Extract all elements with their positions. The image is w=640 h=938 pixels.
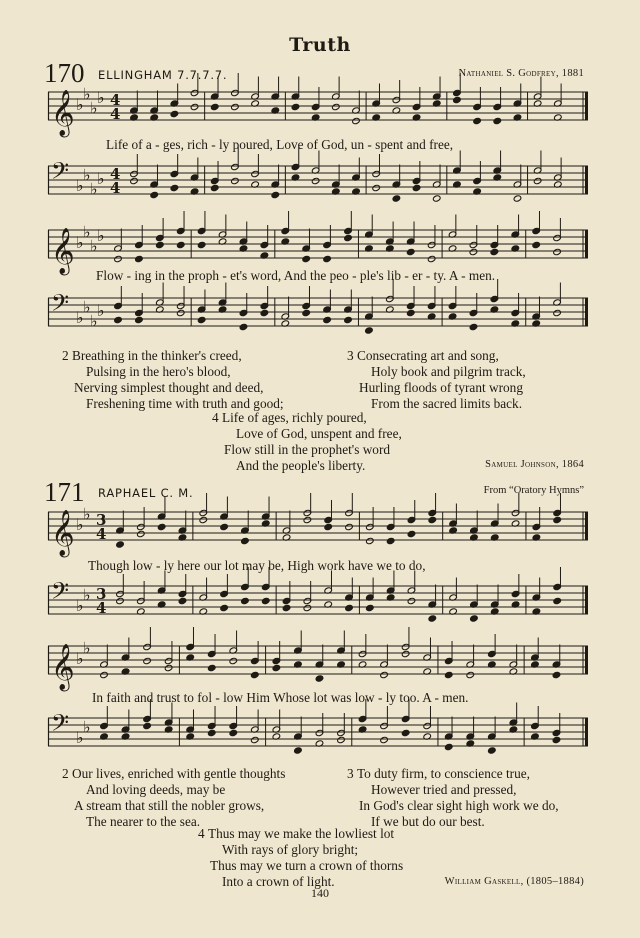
treble-clef-icon: 𝄞: [51, 90, 75, 136]
note-head: [170, 110, 179, 117]
note-head: [260, 309, 269, 316]
note-head: [323, 316, 332, 323]
verse-number: 2: [62, 766, 69, 781]
verse-number: 4: [198, 826, 205, 841]
flat-icon: ♭: [83, 165, 91, 185]
bass-clef-icon: 𝄢: [51, 289, 70, 322]
verse-line: Into a crown of light.: [222, 874, 335, 889]
note-head: [164, 664, 173, 671]
verse-line: Pulsing in the hero's blood,: [86, 364, 231, 379]
verse-line: To duty firm, to conscience true,: [356, 766, 530, 781]
note-head: [444, 671, 453, 678]
verse-line: With rays of glory bright;: [222, 842, 359, 857]
flat-icon: ♭: [97, 88, 105, 107]
note-head: [552, 671, 561, 678]
verse-block: [347, 348, 526, 412]
note-head: [135, 255, 144, 262]
note-head: [220, 523, 229, 530]
note-head: [116, 541, 125, 548]
note-head: [513, 195, 522, 202]
note-head: [302, 255, 311, 262]
note-head: [130, 177, 139, 184]
flat-icon: ♭: [83, 504, 91, 524]
flat-icon: ♭: [83, 638, 91, 658]
note-head: [337, 736, 346, 743]
verse-line: If we but do our best.: [371, 814, 485, 829]
note-head: [282, 604, 291, 611]
note-head: [386, 537, 395, 544]
note-head: [199, 516, 208, 523]
note-head: [345, 604, 354, 611]
note-head: [553, 597, 562, 604]
note-head: [324, 523, 333, 530]
note-head: [344, 316, 353, 323]
author-credit: Samuel Johnson, 1864: [485, 459, 584, 470]
music-system: [48, 504, 588, 556]
note-head: [241, 597, 250, 604]
verse-line: Nerving simplest thought and deed,: [74, 380, 264, 395]
flat-icon: ♭: [83, 84, 91, 104]
page-number: 140: [311, 886, 329, 900]
music-system: [48, 577, 588, 626]
lyrics-line: Though low - ly here our lot may be, High work have we to do,: [88, 558, 426, 573]
note-head: [143, 722, 152, 729]
note-head: [380, 671, 389, 678]
note-head: [428, 516, 437, 523]
note-head: [302, 309, 311, 316]
flat-icon: ♭: [83, 585, 91, 605]
note-head: [366, 537, 375, 544]
note-head: [207, 664, 216, 671]
treble-clef-icon: 𝄞: [51, 644, 75, 690]
flat-icon: ♭: [76, 649, 84, 668]
note-head: [469, 248, 478, 255]
note-head: [251, 671, 260, 678]
verse-number: 3: [347, 766, 354, 781]
time-signature-bottom: 4: [110, 105, 121, 123]
note-head: [231, 177, 240, 184]
music-system: [48, 289, 588, 338]
lyrics-line: Flow - ing in the proph - et's word, And the peo - ple's lib - er - ty. A - men.: [96, 268, 496, 283]
note-head: [332, 103, 341, 110]
note-head: [553, 309, 562, 316]
note-head: [229, 657, 238, 664]
note-head: [345, 523, 354, 530]
verse-line: Freshening time with truth and good;: [86, 396, 284, 411]
note-head: [210, 103, 219, 110]
note-head: [473, 117, 482, 124]
flat-icon: ♭: [97, 301, 105, 320]
note-head: [197, 316, 206, 323]
note-head: [116, 597, 125, 604]
note-head: [170, 184, 179, 191]
flat-icon: ♭: [97, 169, 105, 188]
flat-icon: ♭: [83, 297, 91, 317]
author-credit: William Gaskell, (1805–1884): [444, 876, 584, 887]
verse-line: Thus may we turn a crown of thorns: [210, 858, 404, 873]
verse-number: 4: [212, 410, 219, 425]
verse-line: In God's clear sight high work we do,: [359, 798, 559, 813]
verse-line: A stream that still the nobler grows,: [74, 798, 265, 813]
note-head: [365, 327, 374, 334]
verse-number: 2: [62, 348, 69, 363]
note-head: [372, 184, 381, 191]
music-system: [48, 638, 588, 690]
note-head: [533, 177, 542, 184]
flat-icon: ♭: [76, 728, 84, 747]
verse-line: And loving deeds, may be: [86, 782, 226, 797]
verse-line: Life of ages, richly poured,: [221, 410, 367, 425]
note-head: [157, 523, 166, 530]
note-head: [241, 537, 250, 544]
composer-credit: Nathaniel S. Godfrey, 1881: [458, 68, 584, 79]
note-head: [137, 530, 146, 537]
note-head: [150, 191, 159, 198]
note-head: [231, 103, 240, 110]
verse-line: However tried and pressed,: [371, 782, 517, 797]
flat-icon: ♭: [76, 233, 84, 252]
flat-icon: ♭: [90, 311, 98, 331]
verse-block: [212, 410, 402, 474]
note-head: [407, 597, 416, 604]
note-head: [143, 657, 152, 664]
music-system: [48, 709, 588, 758]
note-head: [315, 675, 324, 682]
verse-line: Love of God, unspent and free,: [236, 426, 402, 441]
note-head: [311, 177, 320, 184]
note-head: [100, 671, 109, 678]
note-head: [412, 184, 421, 191]
flat-icon: ♭: [76, 515, 84, 534]
note-head: [380, 736, 389, 743]
note-head: [220, 604, 229, 611]
note-head: [392, 195, 401, 202]
lyrics-line: In faith and trust to fol - low Him Whose lot was low - ly too. A - men.: [92, 690, 469, 705]
note-head: [469, 323, 478, 330]
flat-icon: ♭: [76, 95, 84, 114]
time-signature-top: 4: [110, 165, 121, 183]
note-head: [401, 650, 410, 657]
lyrics-line: Life of a - ges, rich - ly poured, Love of God, un - spent and free,: [106, 137, 454, 152]
flat-icon: ♭: [83, 222, 91, 242]
note-head: [156, 241, 165, 248]
note-head: [453, 96, 462, 103]
verse-line: Flow still in the prophet's word: [224, 442, 391, 457]
time-signature-bottom: 4: [96, 599, 107, 617]
bass-clef-icon: 𝄢: [51, 709, 70, 742]
note-head: [553, 248, 562, 255]
time-signature-top: 3: [96, 511, 107, 529]
verse-line: Consecrating art and song,: [356, 348, 499, 363]
note-head: [229, 729, 238, 736]
note-head: [261, 597, 270, 604]
bass-clef-icon: 𝄢: [51, 157, 70, 190]
note-head: [553, 516, 562, 523]
note-head: [493, 117, 502, 124]
note-head: [190, 103, 199, 110]
flat-icon: ♭: [90, 98, 98, 118]
flat-icon: ♭: [97, 226, 105, 245]
verse-line: From the sacred limits back.: [371, 396, 523, 411]
note-head: [406, 309, 415, 316]
note-head: [239, 323, 248, 330]
note-head: [210, 184, 219, 191]
note-head: [114, 255, 123, 262]
note-head: [427, 255, 436, 262]
verse-block: [62, 766, 285, 830]
time-signature-bottom: 4: [110, 179, 121, 197]
note-head: [135, 316, 144, 323]
source-credit: From “Oratory Hymns”: [483, 485, 584, 496]
note-head: [176, 309, 185, 316]
verse-block: [62, 348, 284, 412]
note-head: [323, 255, 332, 262]
verse-number: 3: [347, 348, 354, 363]
note-head: [444, 743, 453, 750]
verse-line: Thus may we make the lowliest lot: [207, 826, 395, 841]
note-head: [488, 747, 497, 754]
note-head: [303, 604, 312, 611]
flat-icon: ♭: [90, 236, 98, 256]
note-head: [490, 248, 499, 255]
note-head: [406, 248, 415, 255]
verse-line: Holy book and pilgrim track,: [371, 364, 526, 379]
note-head: [407, 530, 416, 537]
verse-line: Hurling floods of tyrant wrong: [359, 380, 523, 395]
flat-icon: ♭: [76, 176, 84, 195]
note-head: [432, 195, 441, 202]
music-system: [48, 84, 588, 136]
time-signature-top: 3: [96, 585, 107, 603]
note-head: [466, 671, 475, 678]
flat-icon: ♭: [76, 308, 84, 327]
note-head: [294, 747, 303, 754]
time-signature-bottom: 4: [96, 525, 107, 543]
note-head: [352, 117, 361, 124]
time-signature-top: 4: [110, 91, 121, 109]
note-head: [470, 615, 479, 622]
note-head: [344, 234, 353, 241]
note-head: [303, 516, 312, 523]
section-title: Truth: [289, 34, 351, 56]
music-system: [48, 157, 588, 206]
treble-clef-icon: 𝄞: [51, 228, 75, 274]
verse-line: Our lives, enriched with gentle thoughts: [71, 766, 286, 781]
note-head: [176, 241, 185, 248]
note-head: [272, 664, 281, 671]
note-head: [114, 316, 123, 323]
verse-line: Breathing in the thinker's creed,: [71, 348, 242, 363]
note-head: [366, 604, 375, 611]
verse-block: [347, 766, 559, 830]
note-head: [197, 241, 206, 248]
flat-icon: ♭: [90, 179, 98, 199]
hymn-number: 170: [44, 58, 85, 88]
note-head: [207, 729, 216, 736]
note-head: [291, 103, 300, 110]
note-head: [428, 615, 437, 622]
tune-name: ELLINGHAM 7.7.7.7.: [98, 68, 228, 82]
flat-icon: ♭: [83, 717, 91, 737]
bass-clef-icon: 𝄢: [51, 577, 70, 610]
tune-name: RAPHAEL C. M.: [98, 486, 194, 500]
treble-clef-icon: 𝄞: [51, 510, 75, 556]
verse-line: And the people's liberty.: [236, 458, 366, 473]
note-head: [532, 241, 541, 248]
note-head: [251, 736, 260, 743]
flat-icon: ♭: [76, 596, 84, 615]
note-head: [401, 729, 410, 736]
note-head: [178, 597, 187, 604]
hymn-number: 171: [44, 477, 85, 507]
note-head: [271, 191, 280, 198]
note-head: [552, 736, 561, 743]
verse-block: [198, 826, 403, 890]
verse-line: The nearer to the sea.: [86, 814, 201, 829]
music-system: [48, 222, 588, 274]
